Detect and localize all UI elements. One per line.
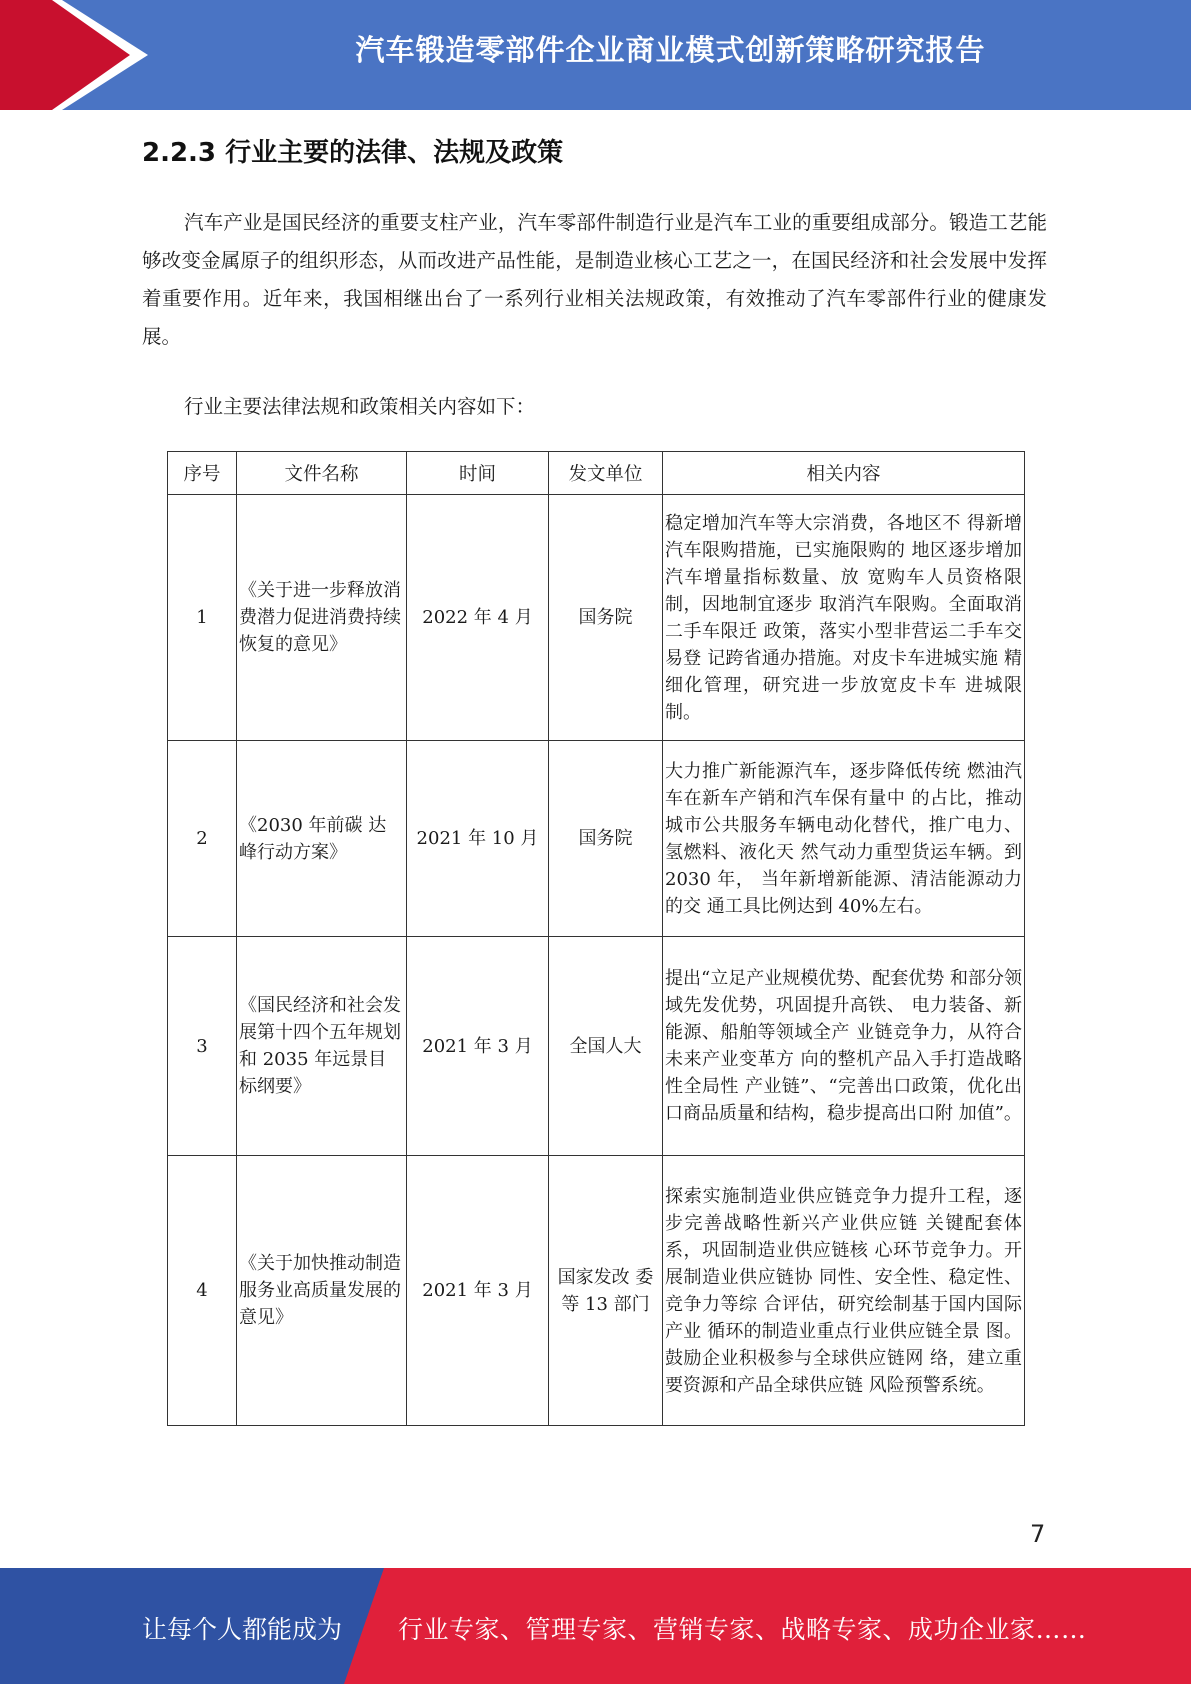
cell-no: 3 <box>168 937 237 1156</box>
cell-time: 2021 年 3 月 <box>407 937 549 1156</box>
header-no: 序号 <box>168 452 237 495</box>
report-title: 汽车锻造零部件企业商业模式创新策略研究报告 <box>355 33 986 67</box>
cell-issuer: 国务院 <box>549 741 663 937</box>
cell-content: 探索实施制造业供应链竞争力提升工程，逐步完善战略性新兴产业供应链 关键配套体系，巩固制造业供应链核 心环节竞争力。开展制造业供应链协 同性、安全性、稳定性、竞争力等综 合评估，研究绘制基于国内国际产业 循环的制造业重点行业供应链全景 图。鼓励企业积极参与全球供应链网 络，建立重要资源和产品全球供应链 风险预警系统。 <box>663 1156 1025 1426</box>
page-header <box>0 0 1191 110</box>
cell-no: 2 <box>168 741 237 937</box>
page-number: 7 <box>1030 1520 1046 1548</box>
cell-time: 2021 年 10 月 <box>407 741 549 937</box>
table-lead-paragraph: 行业主要法律法规和政策相关内容如下： <box>184 395 536 418</box>
section-title-text: 行业主要的法律、法规及政策 <box>225 138 564 168</box>
cell-content: 大力推广新能源汽车，逐步降低传统 燃油汽车在新车产销和汽车保有量中 的占比，推动城市公共服务车辆电动化替代，推广电力、氢燃料、液化天 然气动力重型货运车辆。到 2030 年， 当年新增新能源、清洁能源动力的交 通工具比例达到 40%左右。 <box>663 741 1025 937</box>
cell-issuer: 国务院 <box>549 495 663 741</box>
header-time: 时间 <box>407 452 549 495</box>
cell-document-name: 《2030 年前碳 达峰行动方案》 <box>237 741 407 937</box>
table-row <box>168 741 1025 937</box>
cell-issuer: 国家发改 委等 13 部门 <box>549 1156 663 1426</box>
section-number: 2.2.3 <box>142 138 217 168</box>
table-header-row <box>168 452 1025 495</box>
section-heading <box>142 132 563 169</box>
header-content: 相关内容 <box>663 452 1025 495</box>
header-chevron-decoration <box>0 0 190 110</box>
cell-no: 1 <box>168 495 237 741</box>
footer-slogan-left: 让每个人都能成为 <box>142 1615 343 1644</box>
cell-time: 2022 年 4 月 <box>407 495 549 741</box>
table-row <box>168 937 1025 1156</box>
cell-time: 2021 年 3 月 <box>407 1156 549 1426</box>
cell-content: 稳定增加汽车等大宗消费，各地区不 得新增汽车限购措施，已实施限购的 地区逐步增加汽车增量指标数量、放 宽购车人员资格限制，因地制宜逐步 取消汽车限购。全面取消二手车限迁 政策，落实小型非营运二手车交易登 记跨省通办措施。对皮卡车进城实施 精细化管理，研究进一步放宽皮卡车 进城限制。 <box>663 495 1025 741</box>
header-issuer: 发文单位 <box>549 452 663 495</box>
cell-document-name: 《关于进一步释放消费潜力促进消费持续恢复的意见》 <box>237 495 407 741</box>
table-row <box>168 495 1025 741</box>
footer-slogan-right: 行业专家、管理专家、营销专家、战略专家、成功企业家…… <box>398 1615 1087 1644</box>
policy-table <box>167 451 1025 1426</box>
cell-document-name: 《关于加快推动制造服务业高质量发展的意见》 <box>237 1156 407 1426</box>
page-footer <box>0 1568 1191 1684</box>
cell-no: 4 <box>168 1156 237 1426</box>
table-row <box>168 1156 1025 1426</box>
cell-issuer: 全国人大 <box>549 937 663 1156</box>
header-name: 文件名称 <box>237 452 407 495</box>
cell-content: 提出“立足产业规模优势、配套优势 和部分领域先发优势，巩固提升高铁、 电力装备、新能源、船舶等领域全产 业链竞争力，从符合未来产业变革方 向的整机产品入手打造战略性全局性 产业链”、“完善出口政策，优化出 口商品质量和结构，稳步提高出口附 加值”。 <box>663 937 1025 1156</box>
cell-document-name: 《国民经济和社会发展第十四个五年规划和 2035 年远景目 标纲要》 <box>237 937 407 1156</box>
intro-paragraph: 汽车产业是国民经济的重要支柱产业，汽车零部件制造行业是汽车工业的重要组成部分。锻造工艺能够改变金属原子的组织形态，从而改进产品性能，是制造业核心工艺之一，在国民经济和社会发展中发挥着重要作用。近年来，我国相继出台了一系列行业相关法规政策，有效推动了汽车零部件行业的健康发展。 <box>142 211 1047 348</box>
